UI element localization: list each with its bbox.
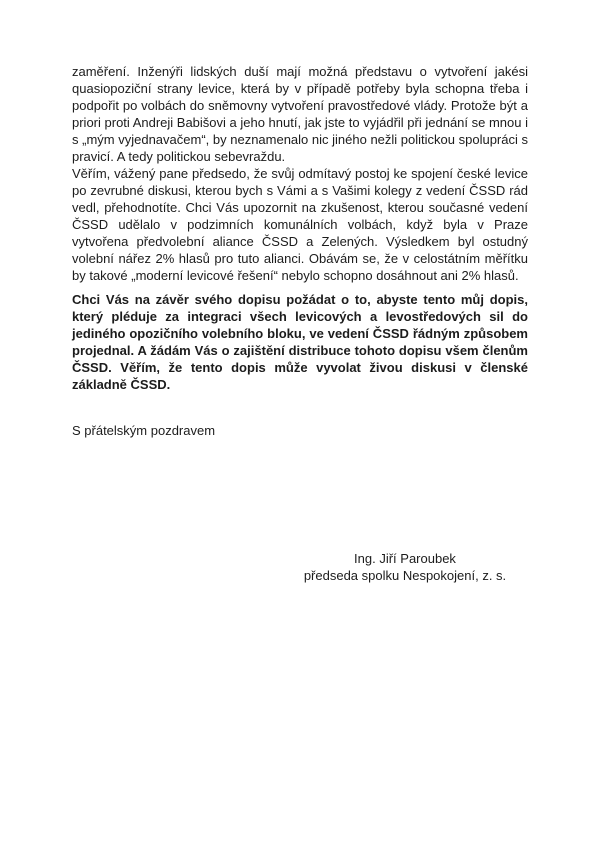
letter-paragraph-request: Chci Vás na závěr svého dopisu požádat o to, abyste tento můj dopis, který pléduje za integraci všech levicových a levostředových sil do jediného opozičního volebního bloku, ve vedení ČSSD řádným způsobem projednal. A žádám Vás o zajištění distribuce tohoto dopisu všem členům ČSSD. Věřím, že tento dopis může vyvolat živou diskusi v členské základně ČSSD. [72,292,528,392]
letter-paragraph-2: Věřím, vážený pane předsedo, že svůj odmítavý postoj ke spojení české levice po zevrubné diskusi, kterou bych s Vámi a s Vašimi kolegy z vedení ČSSD rád vedl, přehodnotíte. Chci Vás upozornit na zkušenost, kterou současné vedení ČSSD udělalo v podzimních komunálních volbách, když byla v Praze vytvořena předvolební aliance ČSSD a Zelených. Výsledkem byl ostudný volební nářez 2% hlasů pro tuto alianci. Obávám se, že v celostátním měřítku by takové „moderní levicové řešení“ nebylo schopno dosáhnout ani 2% hlasů. [72,166,528,283]
closing-salutation: S přátelským pozdravem [72,423,216,438]
letter-paragraph-1: zaměření. Inženýři lidských duší mají možná představu o vytvoření jakési quasiopoziční strany levice, která by v případě potřeby byla schopna třeba i podpořit po volbách do sněmovny vytvoření pravostředové vlády. Protože být a priori proti Andreji Babišovi a jeho hnutí, jak jste to vyjádřil při jednání se mnou i s „mým vyjednavačem“, by neznamenalo nic jiného nežli politickou spolupráci s pravicí. A tedy politickou sebevraždu. [72,64,528,164]
signature-block [255,550,555,584]
signature-name: Ing. Jiří Paroubek [354,551,456,566]
signature-role: předseda spolku Nespokojení, z. s. [303,568,507,583]
